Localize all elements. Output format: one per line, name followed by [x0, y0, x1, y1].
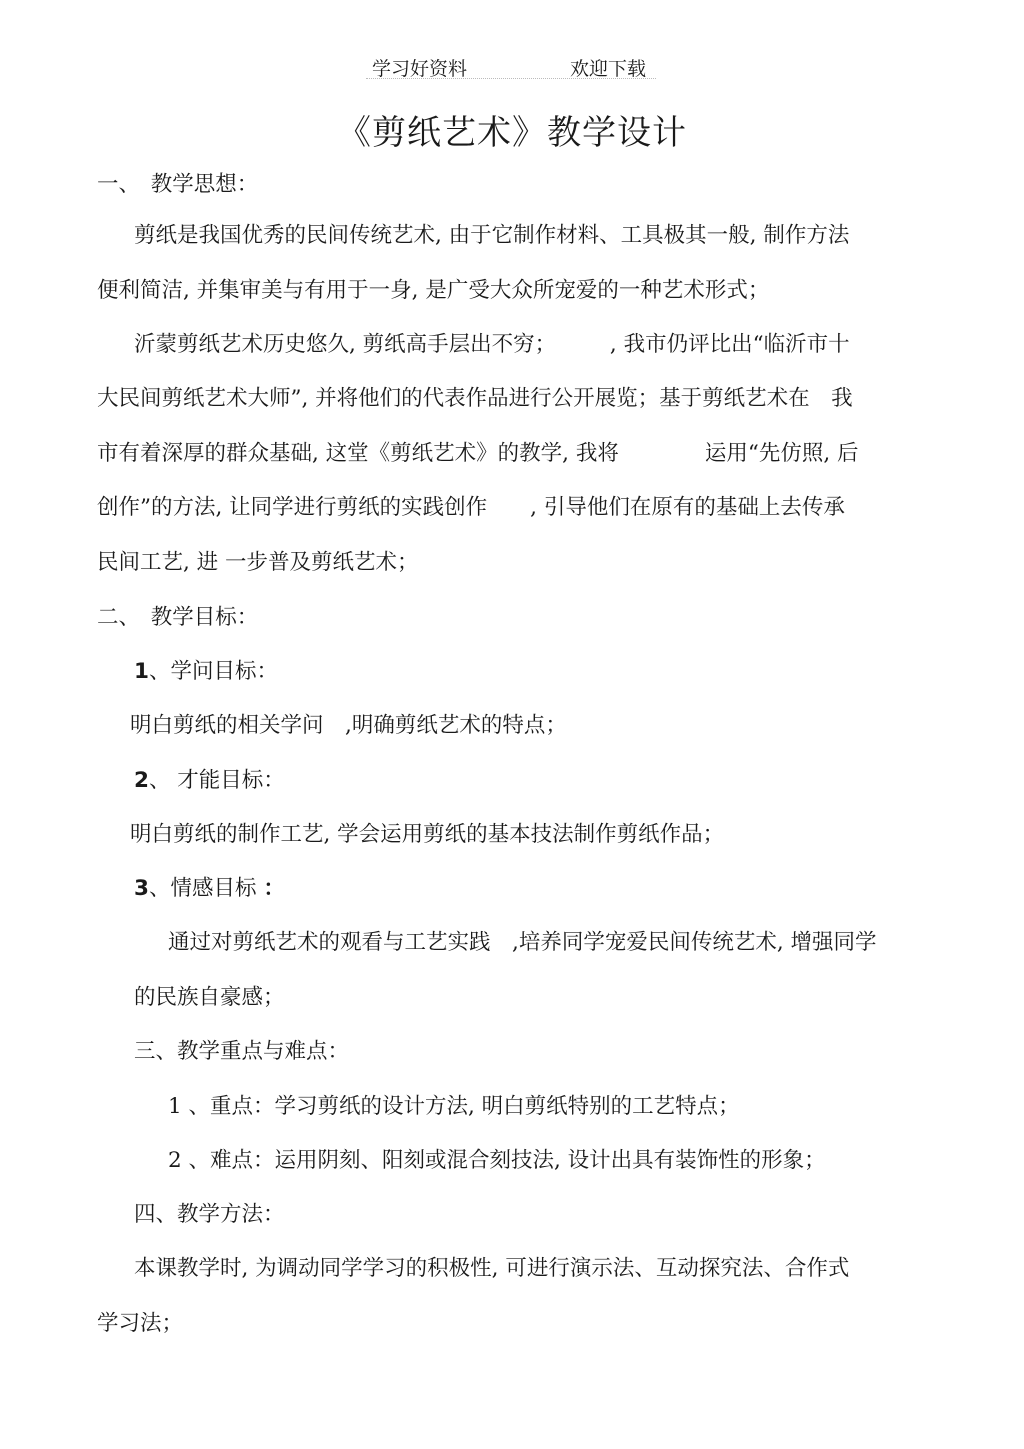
s1-p2-line-1: 沂蒙剪纸艺术历史悠久, 剪纸高手层出不穷； , 我市仍评比出“临沂市十 — [134, 332, 850, 357]
goal-2-heading — [134, 766, 285, 796]
goal-3-heading — [134, 874, 285, 904]
s1-p1-line-1: 剪纸是我国优秀的民间传统艺术, 由于它制作材料、工具极其一般, 制作方法 — [134, 223, 850, 248]
s1-p1-line-2: 便利简洁, 并集审美与有用于一身, 是广受大众所宠爱的一种艺术形式； — [97, 278, 770, 303]
section-4-heading: 四、教学方法： — [134, 1202, 285, 1227]
goal-1-text: 明白剪纸的相关学问 ,明确剪纸艺术的特点； — [130, 713, 567, 738]
s1-p2-line-5: 民间工艺, 进 一步普及剪纸艺术； — [97, 550, 419, 575]
document-title: 《剪纸艺术》教学设计 — [337, 113, 687, 153]
key-point-2: 2 、难点：运用阴刻、阳刻或混合刻技法, 设计出具有装饰性的形象； — [168, 1148, 826, 1173]
key-point-1: 1 、重点：学习剪纸的设计方法, 明白剪纸特别的工艺特点； — [168, 1094, 740, 1119]
header-right: 欢迎下载 — [570, 58, 647, 80]
goal-1-number: 1 — [134, 659, 149, 684]
s1-p2-line-4: 创作”的方法, 让同学进行剪纸的实践创作 , 引导他们在原有的基础上去传承 — [97, 495, 845, 520]
s4-p-line-2: 学习法； — [97, 1311, 184, 1336]
goal-3-label: 、情感目标 — [148, 876, 264, 901]
section-2-heading: 二、 教学目标： — [97, 605, 259, 630]
goal-2-number: 2 — [134, 768, 149, 793]
s1-p2-line-3: 市有着深厚的群众基础, 这堂《剪纸艺术》的教学, 我将 运用“先仿照, 后 — [97, 441, 859, 466]
s1-p2-line-2: 大民间剪纸艺术大师”, 并将他们的代表作品进行公开展览；基于剪纸艺术在 我 — [97, 386, 853, 411]
goal-3-number: 3 — [134, 876, 149, 901]
goal-3-colon: ： — [263, 876, 285, 901]
goal-3-text-line-1: 通过对剪纸艺术的观看与工艺实践 ,培养同学宠爱民间传统艺术, 增强同学 — [168, 930, 877, 955]
goal-1-heading — [134, 657, 278, 687]
s4-p-line-1: 本课教学时, 为调动同学学习的积极性, 可进行演示法、互动探究法、合作式 — [134, 1256, 850, 1281]
header-divider — [366, 78, 656, 79]
goal-3-text-line-2: 的民族自豪感； — [134, 985, 285, 1010]
goal-1-label: 、学问目标： — [148, 659, 278, 684]
header-left: 学习好资料 — [372, 58, 468, 80]
goal-2-text: 明白剪纸的制作工艺, 学会运用剪纸的基本技法制作剪纸作品； — [130, 822, 725, 847]
section-1-heading: 一、 教学思想： — [97, 172, 259, 197]
section-3-heading: 三、教学重点与难点： — [134, 1039, 350, 1064]
goal-2-label: 、 才能目标： — [148, 768, 285, 793]
